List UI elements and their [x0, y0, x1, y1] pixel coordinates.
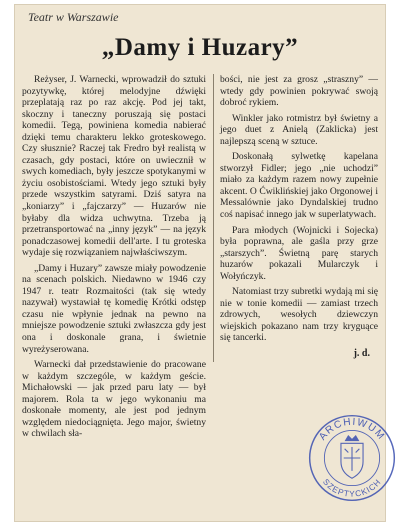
column-rule	[213, 74, 214, 362]
paragraph: Doskonałą sylwetkę kapelana stworzył Fidler; jego „nie uchodzi” miało za każdym razem nowy zupełnie akcent. O Ćwiklińskiej jako Orgonowej i Messalównie jako Dyndalskiej trudno coś napisać innego jak w superlatywach.	[220, 151, 378, 221]
paragraph: Natomiast trzy subretki wydają mi się nie w tonie komedii — zamiast trzech zdrowych, wesołych dziewczyn wiejskich pokazano nam trzy kryguące się tancerki.	[220, 286, 378, 344]
archive-stamp	[306, 412, 398, 504]
paragraph: Para młodych (Wojnicki i Sojecka) była poprawna, ale gaśla przy grze „starszych”. Świetną parę starych huzarów pokazali Mularczyk i Wołyńczyk.	[220, 224, 378, 282]
paragraph: Reżyser, J. Warnecki, wprowadził do sztuki pozytywkę, której melodyjne dźwięki przeplatają raz po raz akcję. Pod jej takt, skoczny i taneczny poruszają się postaci komedii. Tegą, powiniena komedia nabierać dzięki temu charakteru lekko groteskowego. Czy słusznie? Raczej tak Fredro był realistą w czasach, gdy postaci, które on uwiecznił w swych komediach, były jeszcze spotykanymi w życiu osobistościami. Wtedy jego sztuki były przede wszystkim satyrami. Dziś satyra na „koniarzy” i „fajczarzy” — Huzarów nie byłaby dla widza uchwytna. Trzeba ją przetransportować na „inny język” — na język ponadczasowej komedii dell'arte. I tu groteska wydaje się rozwiązaniem najwłaściwszym.	[22, 74, 206, 259]
svg-text:ARCHIWUM	[317, 417, 387, 443]
section-heading: Teatr w Warszawie	[28, 10, 119, 24]
paragraph: bości, nie jest za grosz „straszny” — wtedy gdy powinien pokrywać swoją dobroć rykiem.	[220, 74, 378, 109]
left-column	[22, 74, 206, 512]
paragraph: „Damy i Huzary” zawsze miały powodzenie na scenach polskich. Niedawno w 1946 czy 1947 r. teatr Rozmaitości (tak się wtedy nazywał) wystawiał tę komedię Krótki odstęp czasu nie wpłynie jednak na pewno na mniejsze powodzenie sztuki zwłaszcza gdy jest ona i doskonale grana, i świetnie wyreżyserowana.	[22, 262, 206, 355]
stamp-top-text: ARCHIWUM	[317, 416, 387, 443]
stamp-bottom-text: SZEPTYCKICH	[320, 477, 384, 499]
paragraph: Winkler jako rotmistrz był świetny a jego duet z Anielą (Zaklicka) jest najlepszą sceną w sztuce.	[220, 112, 378, 147]
svg-text:SZEPTYCKICH	[321, 477, 383, 498]
paragraph: Warnecki dał przedstawienie do pracowane w każdym szczególe, w każdym geście. Michałowski — jak przed paru laty — był majorem. Rola ta w jego wykonaniu ma doskonałe momenty, ale jest pod jednym względem niedociągnięta. Jego major, świetny w chwilach sła-	[22, 359, 206, 440]
coat-of-arms-icon	[341, 436, 363, 478]
author-signature: j. d.	[353, 348, 370, 360]
article-headline: „Damy i Huzary”	[101, 34, 299, 61]
